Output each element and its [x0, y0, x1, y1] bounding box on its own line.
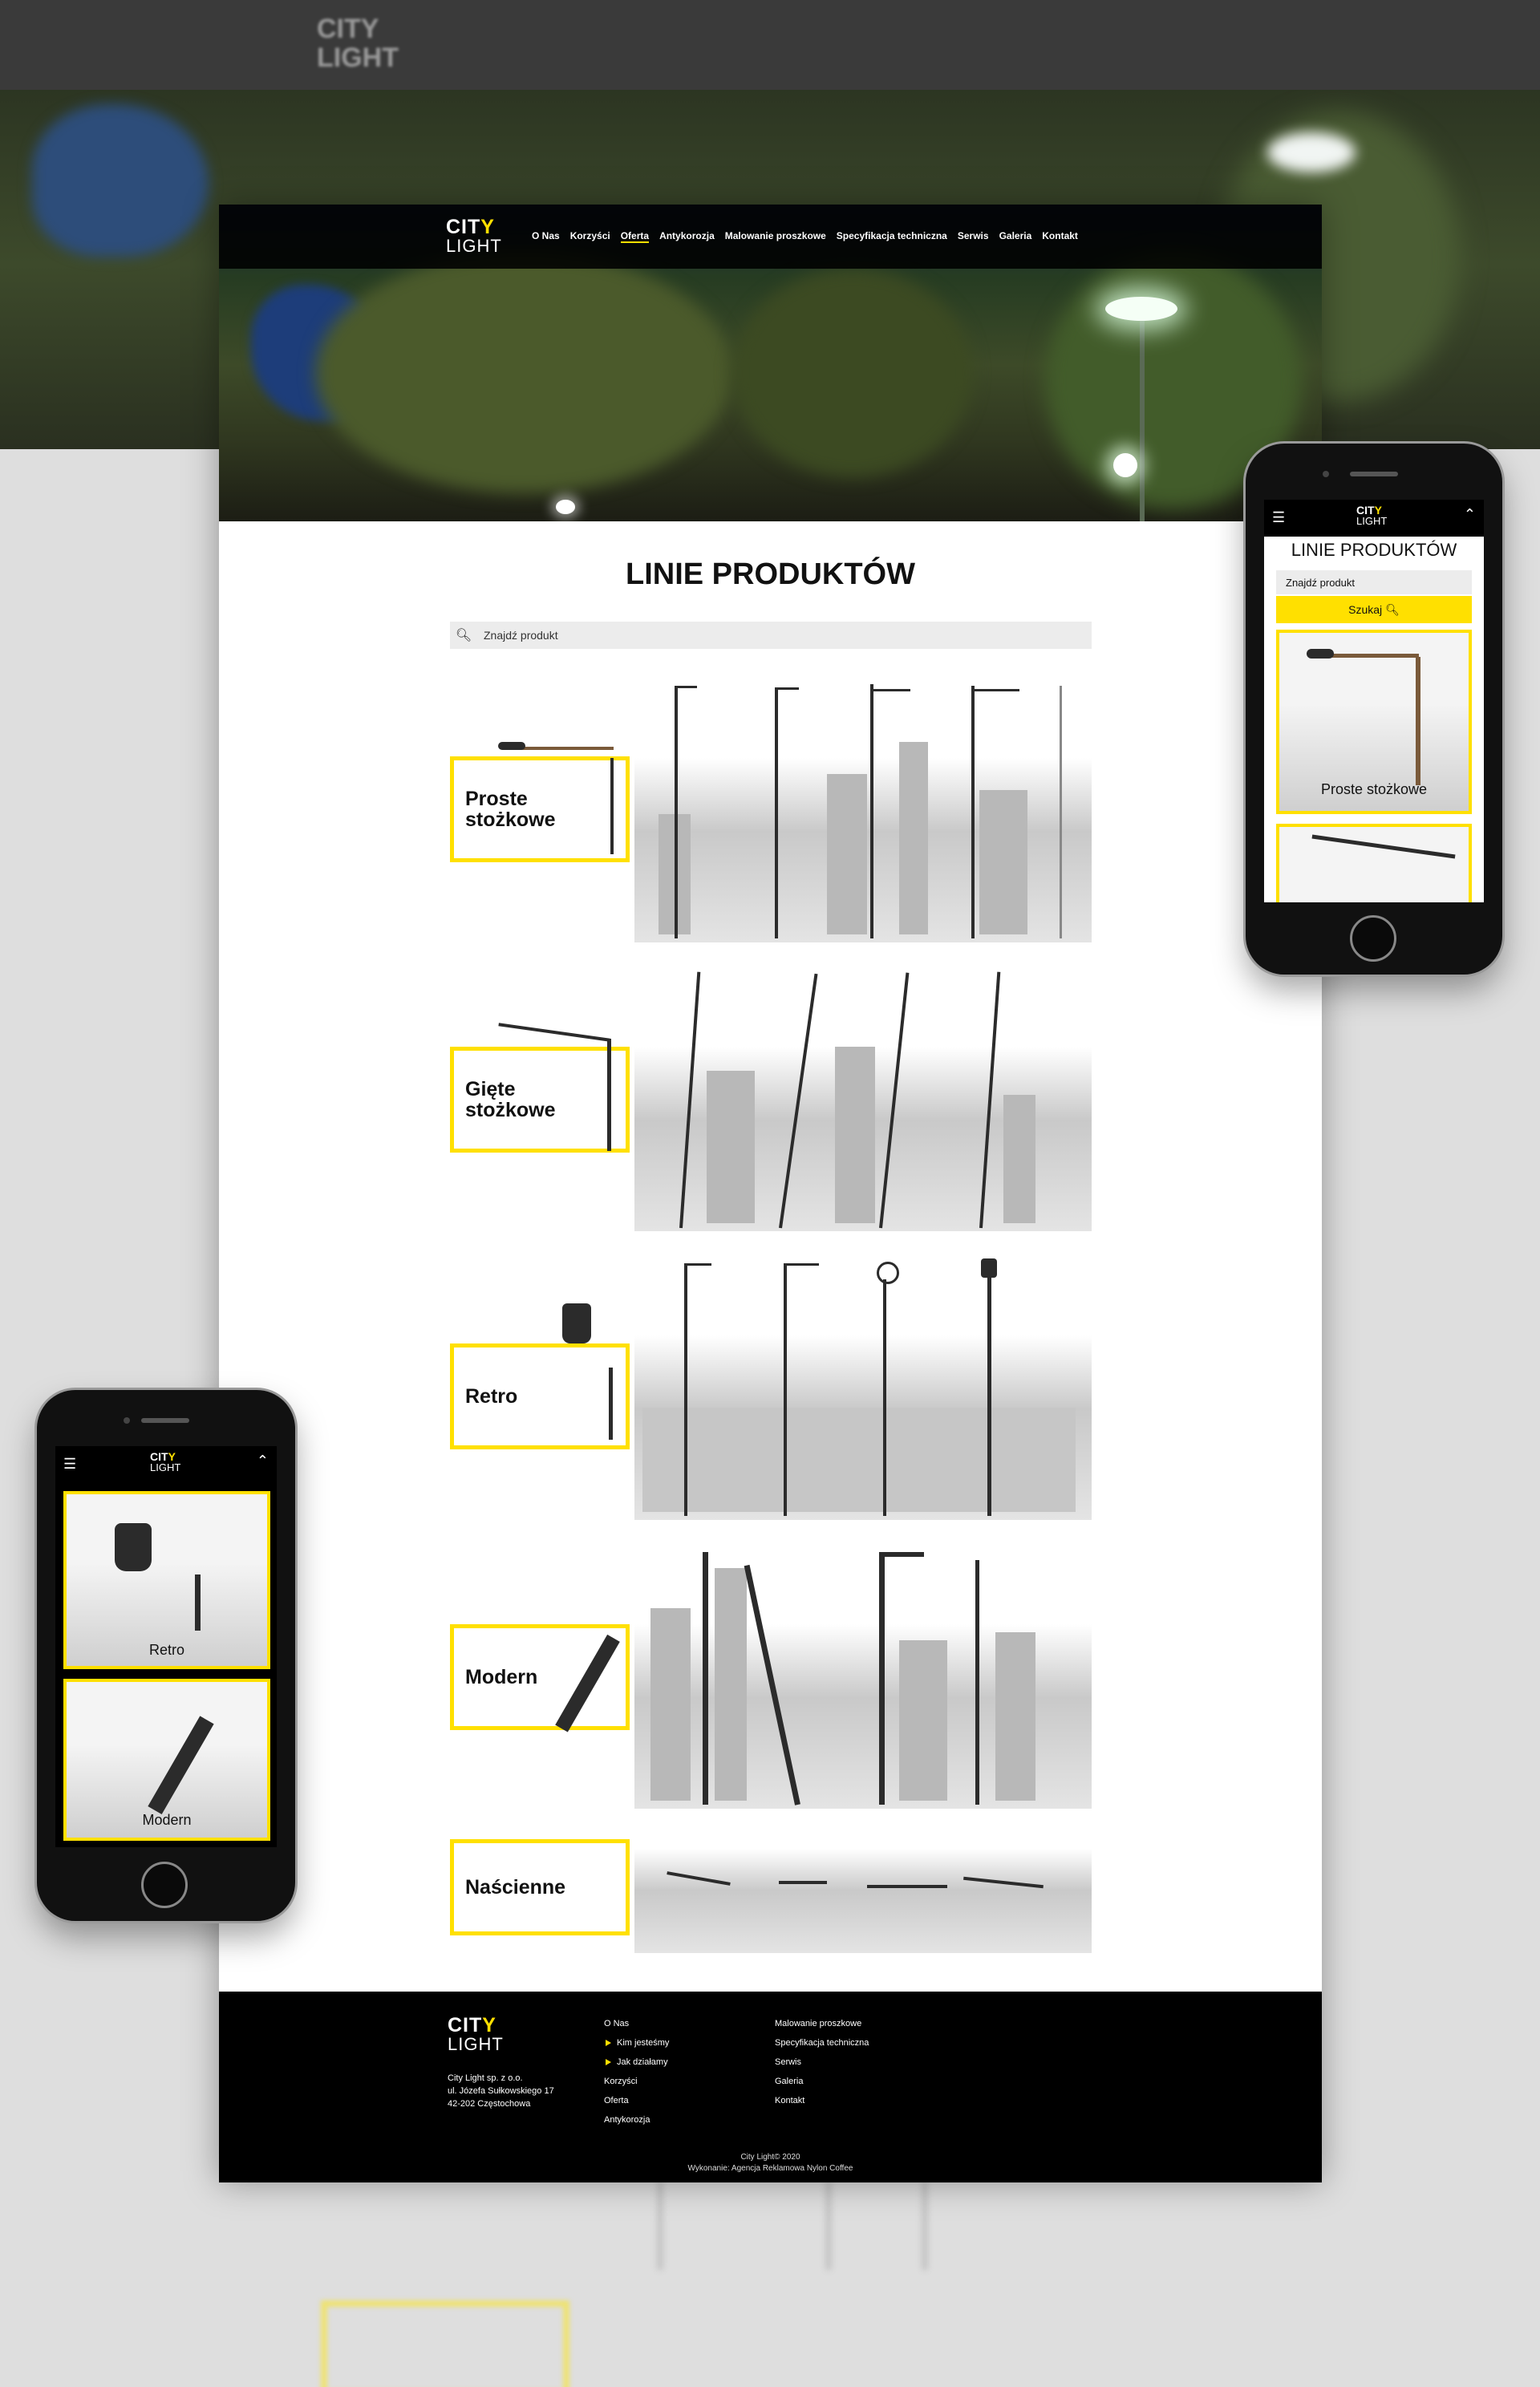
phone-mockup-right [1246, 444, 1502, 975]
building [835, 1047, 875, 1223]
phone-navbar [1264, 500, 1484, 537]
search-icon[interactable]: 🔍︎ [455, 629, 472, 642]
phone-screen [55, 1446, 277, 1847]
lamp-arm [784, 1263, 819, 1266]
lamp-arm [775, 687, 799, 690]
footer-link[interactable]: Korzyści [604, 2077, 638, 2086]
lamp-pole [775, 687, 778, 938]
product-line-modern[interactable] [450, 1544, 1092, 1809]
lamp-thumb-lantern [562, 1303, 591, 1343]
product-line-nascienne[interactable] [450, 1833, 1092, 1953]
phone-speaker [141, 1418, 189, 1423]
chevron-up-icon[interactable]: ⌃ [1463, 506, 1476, 522]
bg-pole [922, 2182, 927, 2270]
lamp-scroll [877, 1262, 899, 1284]
nav-item-specyfikacja[interactable]: Specyfikacja techniczna [836, 230, 947, 241]
search-bar [450, 622, 1092, 649]
hero-lamp-glow [1113, 453, 1137, 477]
building [899, 742, 928, 934]
bg-category-box [321, 2300, 569, 2387]
lamp-thumb-pole [607, 1039, 611, 1151]
footer-link[interactable]: O Nas [604, 2019, 630, 2028]
hero-lamp-light [1105, 297, 1177, 321]
lamp-pole [684, 1263, 687, 1516]
footer-link[interactable]: Antykorozja [604, 2115, 650, 2125]
lamp-thumb-arm [498, 1023, 610, 1041]
phone-screen [1264, 500, 1484, 902]
phone-logo[interactable]: CITY LIGHT [1356, 504, 1388, 527]
phone-product-card[interactable] [1276, 824, 1472, 902]
hamburger-menu-icon[interactable]: ☰ [63, 1456, 77, 1472]
footer-links-col1 [604, 2014, 669, 2130]
search-icon: 🔍︎ [1385, 603, 1400, 616]
nav-item-antykorozja[interactable]: Antykorozja [659, 230, 715, 241]
lamp-pole [971, 686, 975, 938]
lamp-thumb-arm [1312, 834, 1456, 858]
building [979, 790, 1027, 934]
phone-camera [1323, 471, 1329, 477]
search-input[interactable] [484, 629, 1045, 642]
lamp-thumb-pole [610, 758, 614, 854]
building [899, 1640, 947, 1801]
footer-link[interactable]: Specyfikacja techniczna [775, 2038, 869, 2048]
phone-home-button [1350, 915, 1396, 962]
nav-item-malowanie[interactable]: Malowanie proszkowe [724, 230, 826, 241]
footer-link[interactable]: Oferta [604, 2096, 629, 2105]
category-label[interactable]: Proste stożkowe [450, 756, 630, 862]
phone-mockup-left [37, 1390, 295, 1921]
category-label[interactable]: Retro [450, 1343, 630, 1449]
category-label[interactable]: Naścienne [450, 1839, 630, 1935]
lamp-thumb-head [498, 742, 525, 750]
phone-navbar [55, 1446, 277, 1483]
lamp-thumb-pole [1416, 657, 1420, 785]
footer-copyright: City Light© 2020 Wykonanie: Agencja Reklamowa Nylon Coffee [687, 2153, 853, 2173]
phone-speaker [1350, 472, 1398, 476]
lamp-pole [975, 1560, 979, 1805]
hamburger-menu-icon[interactable]: ☰ [1272, 509, 1286, 525]
lamp-pole [879, 1552, 885, 1805]
nav-item-kontakt[interactable]: Kontakt [1042, 230, 1078, 241]
bg-pole [658, 2182, 663, 2270]
footer-address: City Light sp. z o.o. ul. Józefa Sułkowskiego 17 42-202 Częstochowa [448, 2073, 554, 2109]
bg-lamp-glow [1267, 132, 1356, 172]
nav-item-o-nas[interactable]: O Nas [532, 230, 560, 241]
nav-item-korzysci[interactable]: Korzyści [569, 230, 610, 241]
building [1003, 1095, 1035, 1223]
lamp-arm [879, 1552, 924, 1557]
wall-lamp [779, 1881, 827, 1884]
building [715, 1568, 747, 1801]
lamp-pole [784, 1263, 787, 1516]
lamp-lantern [981, 1258, 997, 1278]
product-line-proste[interactable] [450, 678, 1092, 942]
footer-links-col2 [775, 2014, 869, 2110]
lamp-arm [870, 689, 910, 691]
nav-item-serwis[interactable]: Serwis [957, 230, 989, 241]
bg-sky [32, 104, 209, 257]
page-title: LINIE PRODUKTÓW [626, 557, 915, 591]
nav-item-galeria[interactable]: Galeria [999, 230, 1032, 241]
nav-item-oferta[interactable]: Oferta [620, 230, 650, 241]
building [707, 1071, 755, 1223]
lamp-arm [675, 686, 697, 688]
site-logo[interactable]: CITY LIGHT [446, 216, 502, 256]
hero-lamp-pole [1140, 309, 1145, 521]
desktop-page [219, 205, 1322, 2182]
phone-title: LINIE PRODUKTÓW [1291, 540, 1457, 560]
footer-link[interactable]: Galeria [775, 2077, 804, 2086]
nav-links [532, 230, 1078, 243]
lamp-pole [703, 1552, 708, 1805]
footer-logo[interactable]: CITY LIGHT [448, 2014, 504, 2054]
footer-link[interactable]: Serwis [775, 2057, 802, 2067]
site-footer [219, 1992, 1322, 2182]
product-line-retro[interactable] [450, 1255, 1092, 1520]
lamp-pole [987, 1270, 991, 1516]
phone-search-input[interactable]: Znajdź produkt [1276, 570, 1472, 594]
lamp-pole [870, 684, 873, 938]
lamp-thumb-pole [609, 1368, 613, 1440]
city-backdrop [634, 1849, 1092, 1953]
product-line-giete[interactable] [450, 967, 1092, 1231]
chevron-up-icon[interactable]: ⌃ [256, 1453, 269, 1469]
footer-link[interactable]: Malowanie proszkowe [775, 2019, 862, 2028]
lamp-arm [971, 689, 1019, 691]
footer-link[interactable]: Kontakt [775, 2096, 805, 2105]
wall-lamp [867, 1885, 947, 1888]
phone-camera [124, 1417, 130, 1424]
top-navbar [219, 205, 1322, 269]
building [995, 1632, 1035, 1801]
footer-link[interactable]: Kim jesteśmy [604, 2033, 669, 2053]
lamp-thumb-pole [195, 1574, 201, 1631]
lamp-arm [684, 1263, 711, 1266]
background-navbar-blurred [0, 0, 1540, 90]
building [827, 774, 867, 934]
category-label[interactable]: Modern [450, 1624, 630, 1730]
footer-link[interactable]: Jak działamy [604, 2053, 669, 2072]
hero-banner [219, 205, 1322, 521]
phone-logo[interactable]: CITY LIGHT [150, 1450, 181, 1473]
hero-tree [732, 269, 973, 477]
bg-logo: CITY LIGHT [317, 14, 399, 73]
phone-home-button [141, 1862, 188, 1908]
phone-product-card[interactable]: Retro [63, 1491, 270, 1669]
lamp-pole [675, 686, 678, 938]
phone-product-card[interactable]: Modern [63, 1679, 270, 1841]
category-label[interactable]: Gięte stożkowe [450, 1047, 630, 1153]
building [650, 1608, 691, 1801]
lamp-pole [883, 1279, 886, 1516]
hero-lamp-glow [556, 500, 575, 514]
lamp-thumb-lantern [115, 1523, 152, 1571]
hero-tree [315, 253, 732, 493]
lamp-thumb-head [1307, 649, 1334, 659]
lamp-pole [1060, 686, 1062, 938]
bg-pole [826, 2182, 831, 2270]
building [642, 1408, 1076, 1512]
phone-search-button[interactable]: Szukaj 🔍︎ [1276, 596, 1472, 623]
phone-product-card[interactable]: Proste stożkowe [1276, 630, 1472, 814]
